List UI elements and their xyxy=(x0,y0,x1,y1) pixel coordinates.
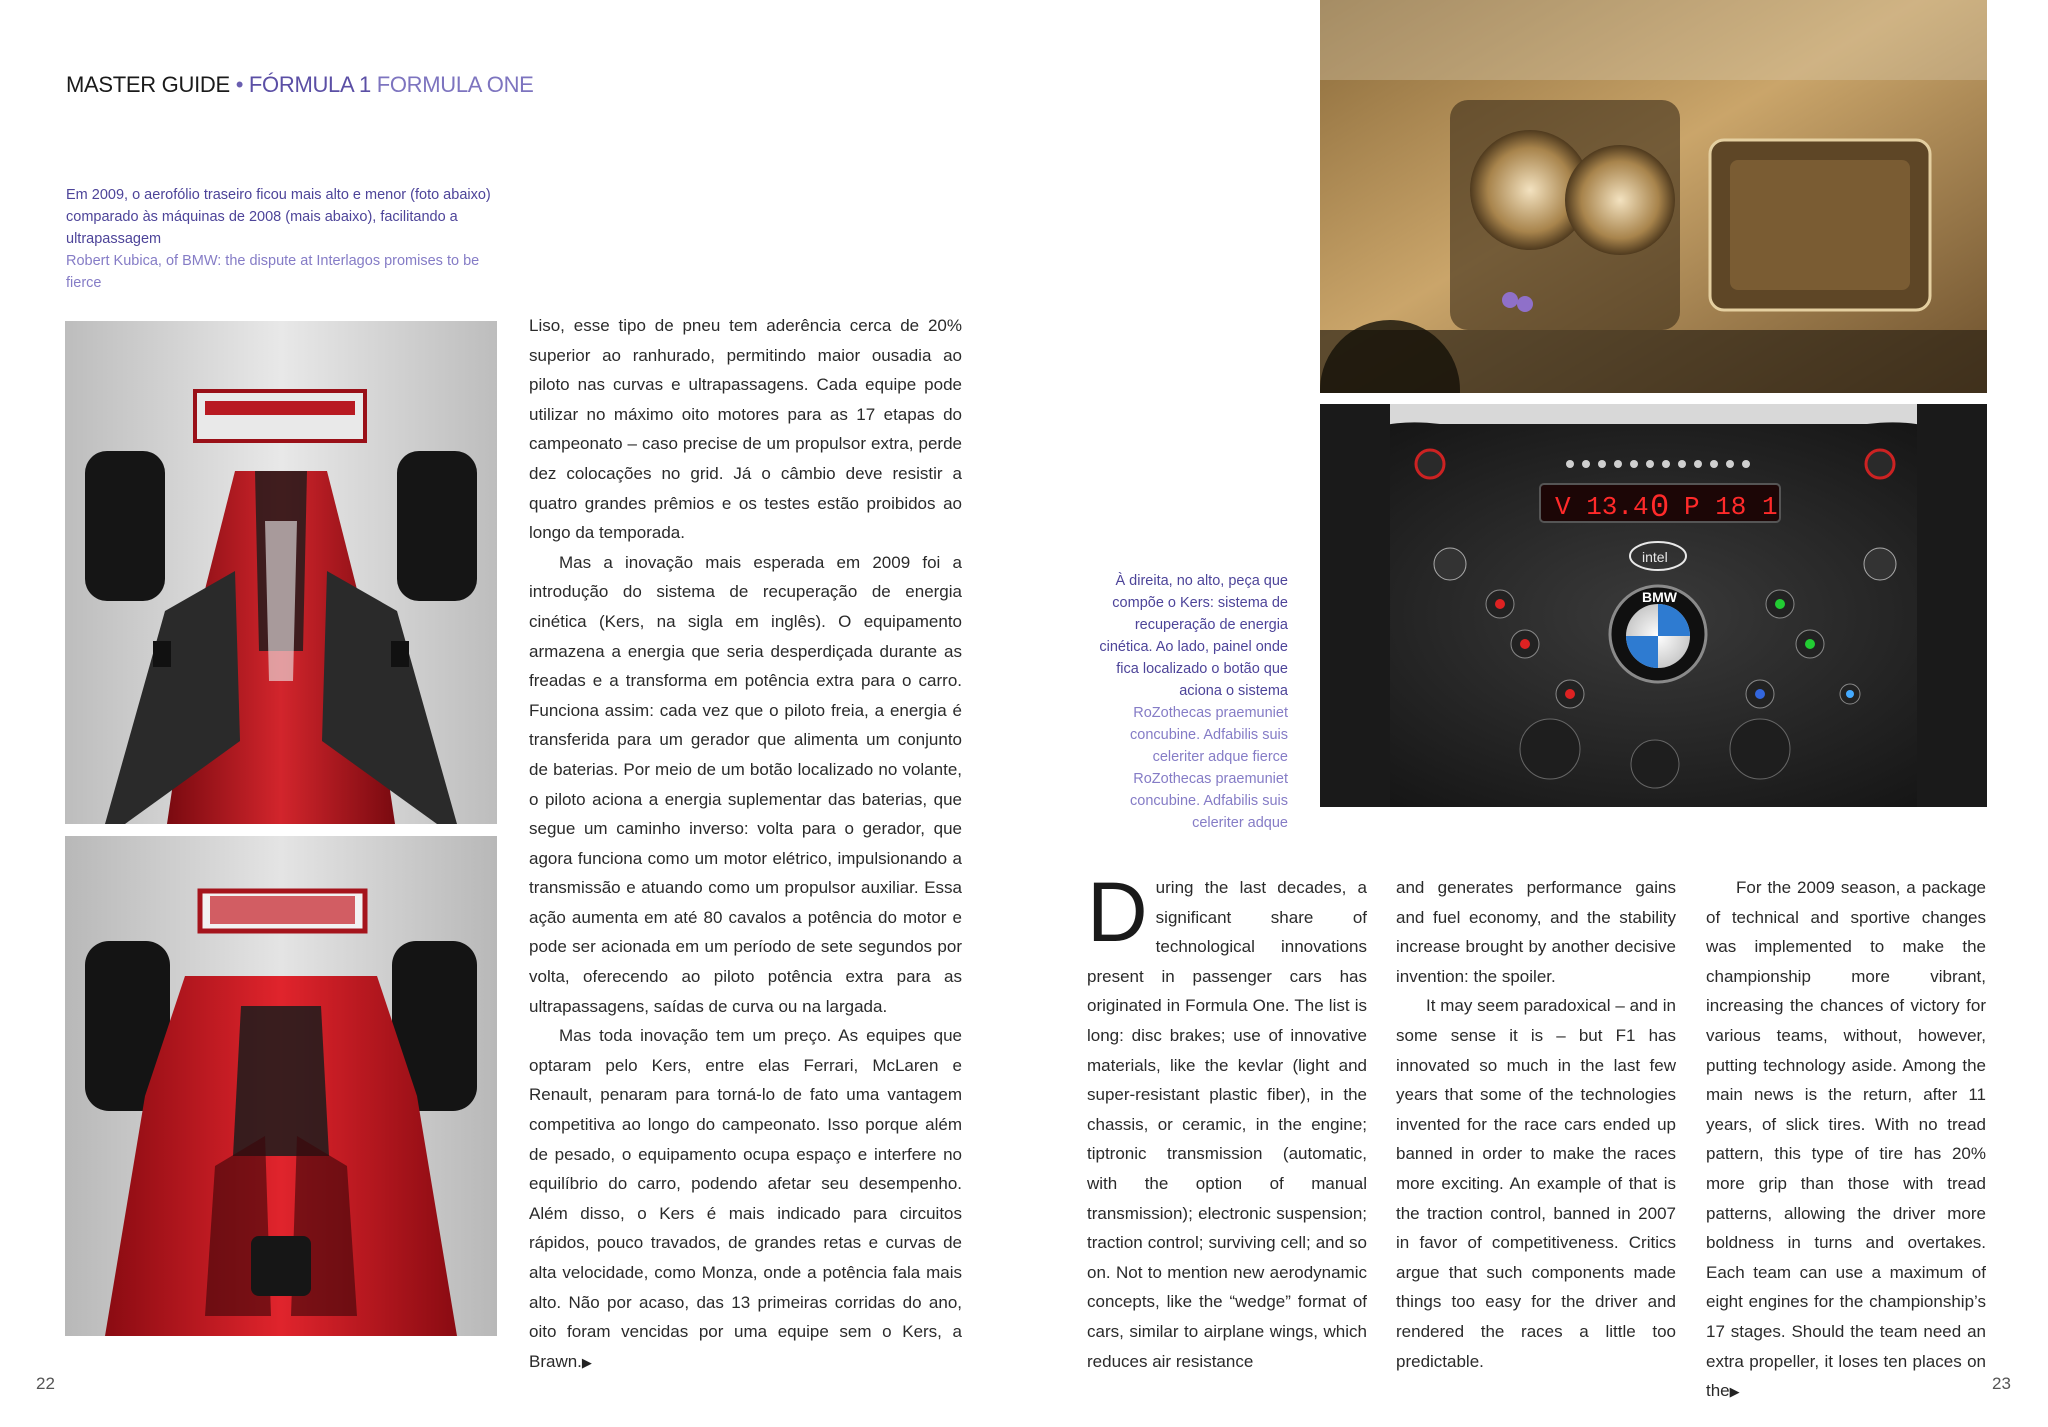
photo-f1-car-2008 xyxy=(65,321,497,824)
en-paragraph-4-text: For the 2009 season, a package of technical and sportive changes was implemented to make the championship more vibrant, increasing the chances of victory for various teams, without, however, putting technology aside. Among the main news is the return, after 11 years, of slick tires. With no tread pattern, this type of tire has 20% more grip than those with tread patterns, allowing the driver more boldness in turns and overtakes. Each team can use a maximum of eight engines for the championship’s 17 stages. Should the team need an extra propeller, it loses ten places on the xyxy=(1706,878,1986,1401)
en-paragraph-3: It may seem paradoxical – and in some sense it is – but F1 has innovated so much in the last few years that some of the technologies invented for the race cars ended up banned in order to make the races more exciting. An example of that is the traction control, banned in 2007 in favor of competitiveness. Critics argue that such components made things too easy for the driver and rendered the races a little too predictable. xyxy=(1396,996,1676,1371)
drop-cap: D xyxy=(1087,865,1148,959)
en-paragraph-1-text: uring the last decades, a significant share of technological innovations present in passenger cars has originated in Formula One. The list is long: disc brakes; use of innovative materials, like the kevlar (light and super-resistant plastic fiber), in the chassis, or ceramic, in the engine; tiptronic transmission (automatic, with the option of manual transmission); electronic suspension; traction control; surviving cell; and so on. Not to mention new aerodynamic concepts, like the “wedge” format of cars, similar to airplane wings, which reduces air resistance xyxy=(1087,878,1367,1371)
pt-paragraph-2: Mas a inovação mais esperada em 2009 foi a introdução do sistema de recuperação de energia cinética (Kers, na sigla em inglês). O equipamento armazena a energia que seria desperdiçada durante as freadas e a transforma em potência extra para o carro. Funciona assim: cada vez que o piloto freia, a energia é transferida para um gerador que alimenta um conjunto de baterias. Por meio de um botão localizado no volante, o piloto aciona a energia suplementar das baterias, que segue um caminho inverso: volta para o gerador, que agora funciona como um motor elétrico, impulsionando a transmissão e atuando como um propulsor auxiliar. Essa ação aumenta em até 80 cavalos a potência do motor e pode ser acionada em um período de sete segundos por volta, oferecendo ao piloto potência extra para as ultrapassagens, saídas de curva ou na largada. xyxy=(529,552,962,1016)
bmw-logo-text: BMW xyxy=(1642,589,1677,605)
header-formula-en: FORMULA ONE xyxy=(376,72,534,97)
continue-arrow-icon-en: ▶ xyxy=(1729,1384,1740,1400)
pt-paragraph-1: Liso, esse tipo de pneu tem aderência cerca de 20% superior ao ranhurado, permitindo maior ousadia ao piloto nas curvas e ultrapassagens. Cada equipe pode utilizar no máximo oito motores para as 17 etapas do campeonato – caso precise de um propulsor extra, perde dez colocações no grid. Já o câmbio deve resistir a quatro grandes prêmios e os testes estão proibidos ao longo da temporada. xyxy=(529,316,962,543)
english-article-column-2 xyxy=(1396,873,1676,1376)
photo-steering-wheel xyxy=(1320,404,1987,807)
section-header xyxy=(66,72,534,98)
photo-caption-left xyxy=(66,184,506,294)
caption-portuguese: Em 2009, o aerofólio traseiro ficou mais alto e menor (foto abaixo) comparado às máquinas de 2008 (mais abaixo), facilitando a ultrapassagem xyxy=(66,187,491,247)
photo-f1-car-2009 xyxy=(65,836,497,1336)
photo-caption-right xyxy=(1080,570,1288,834)
header-formula-pt: FÓRMULA 1 xyxy=(248,72,371,97)
english-article-column-3 xyxy=(1706,873,1986,1407)
photo-kers-unit xyxy=(1320,0,1987,393)
pt-paragraph-3 xyxy=(529,1021,962,1377)
en-paragraph-4 xyxy=(1706,873,1986,1407)
caption-right-english: RoZothecas praemuniet concubine. Adfabilis suis celeriter adque fierce RoZothecas praemuniet concubine. Adfabilis suis celeriter adque xyxy=(1130,705,1288,831)
english-article-column-1 xyxy=(1087,865,1367,1376)
portuguese-article-column xyxy=(529,311,962,1377)
caption-right-portuguese: À direita, no alto, peça que compõe o Kers: sistema de recuperação de energia cinética. Ao lado, painel onde fica localizado o botão que aciona o sistema xyxy=(1099,573,1288,699)
continue-arrow-icon: ▶ xyxy=(581,1354,592,1370)
pt-paragraph-3-text: Mas toda inovação tem um preço. As equipes que optaram pelo Kers, entre elas Ferrari, McLaren e Renault, penaram para torná-lo de fato uma vantagem competitiva ao longo do campeonato. Isso porque além de pesado, o equipamento ocupa espaço e interfere no equilíbrio do carro, podendo afetar seu desempenho. Além disso, o Kers é mais indicado para circuitos rápidos, pouco travados, de grandes retas e curvas de alta velocidade, como Monza, onde a potência fala mais alto. Não por acaso, das 13 primeiras corridas do ano, oito foram vencidas por uma equipe sem o Kers, a Brawn. xyxy=(529,1026,962,1371)
caption-english: Robert Kubica, of BMW: the dispute at Interlagos promises to be fierce xyxy=(66,253,480,291)
header-bullet: • xyxy=(235,72,244,97)
en-paragraph-2: and generates performance gains and fuel economy, and the stability increase brought by another decisive invention: the spoiler. xyxy=(1396,878,1676,986)
header-master-guide: MASTER GUIDE xyxy=(66,72,230,97)
display-center-readout: 0 xyxy=(1650,489,1670,526)
display-left-readout: V 13.4 xyxy=(1555,492,1649,522)
page-number-left: 22 xyxy=(36,1374,55,1393)
en-paragraph-1 xyxy=(1087,865,1367,1376)
page-number-right: 23 xyxy=(1992,1374,2011,1393)
display-right-readout: P 18 1 xyxy=(1684,492,1778,522)
intel-logo: intel xyxy=(1642,549,1668,565)
